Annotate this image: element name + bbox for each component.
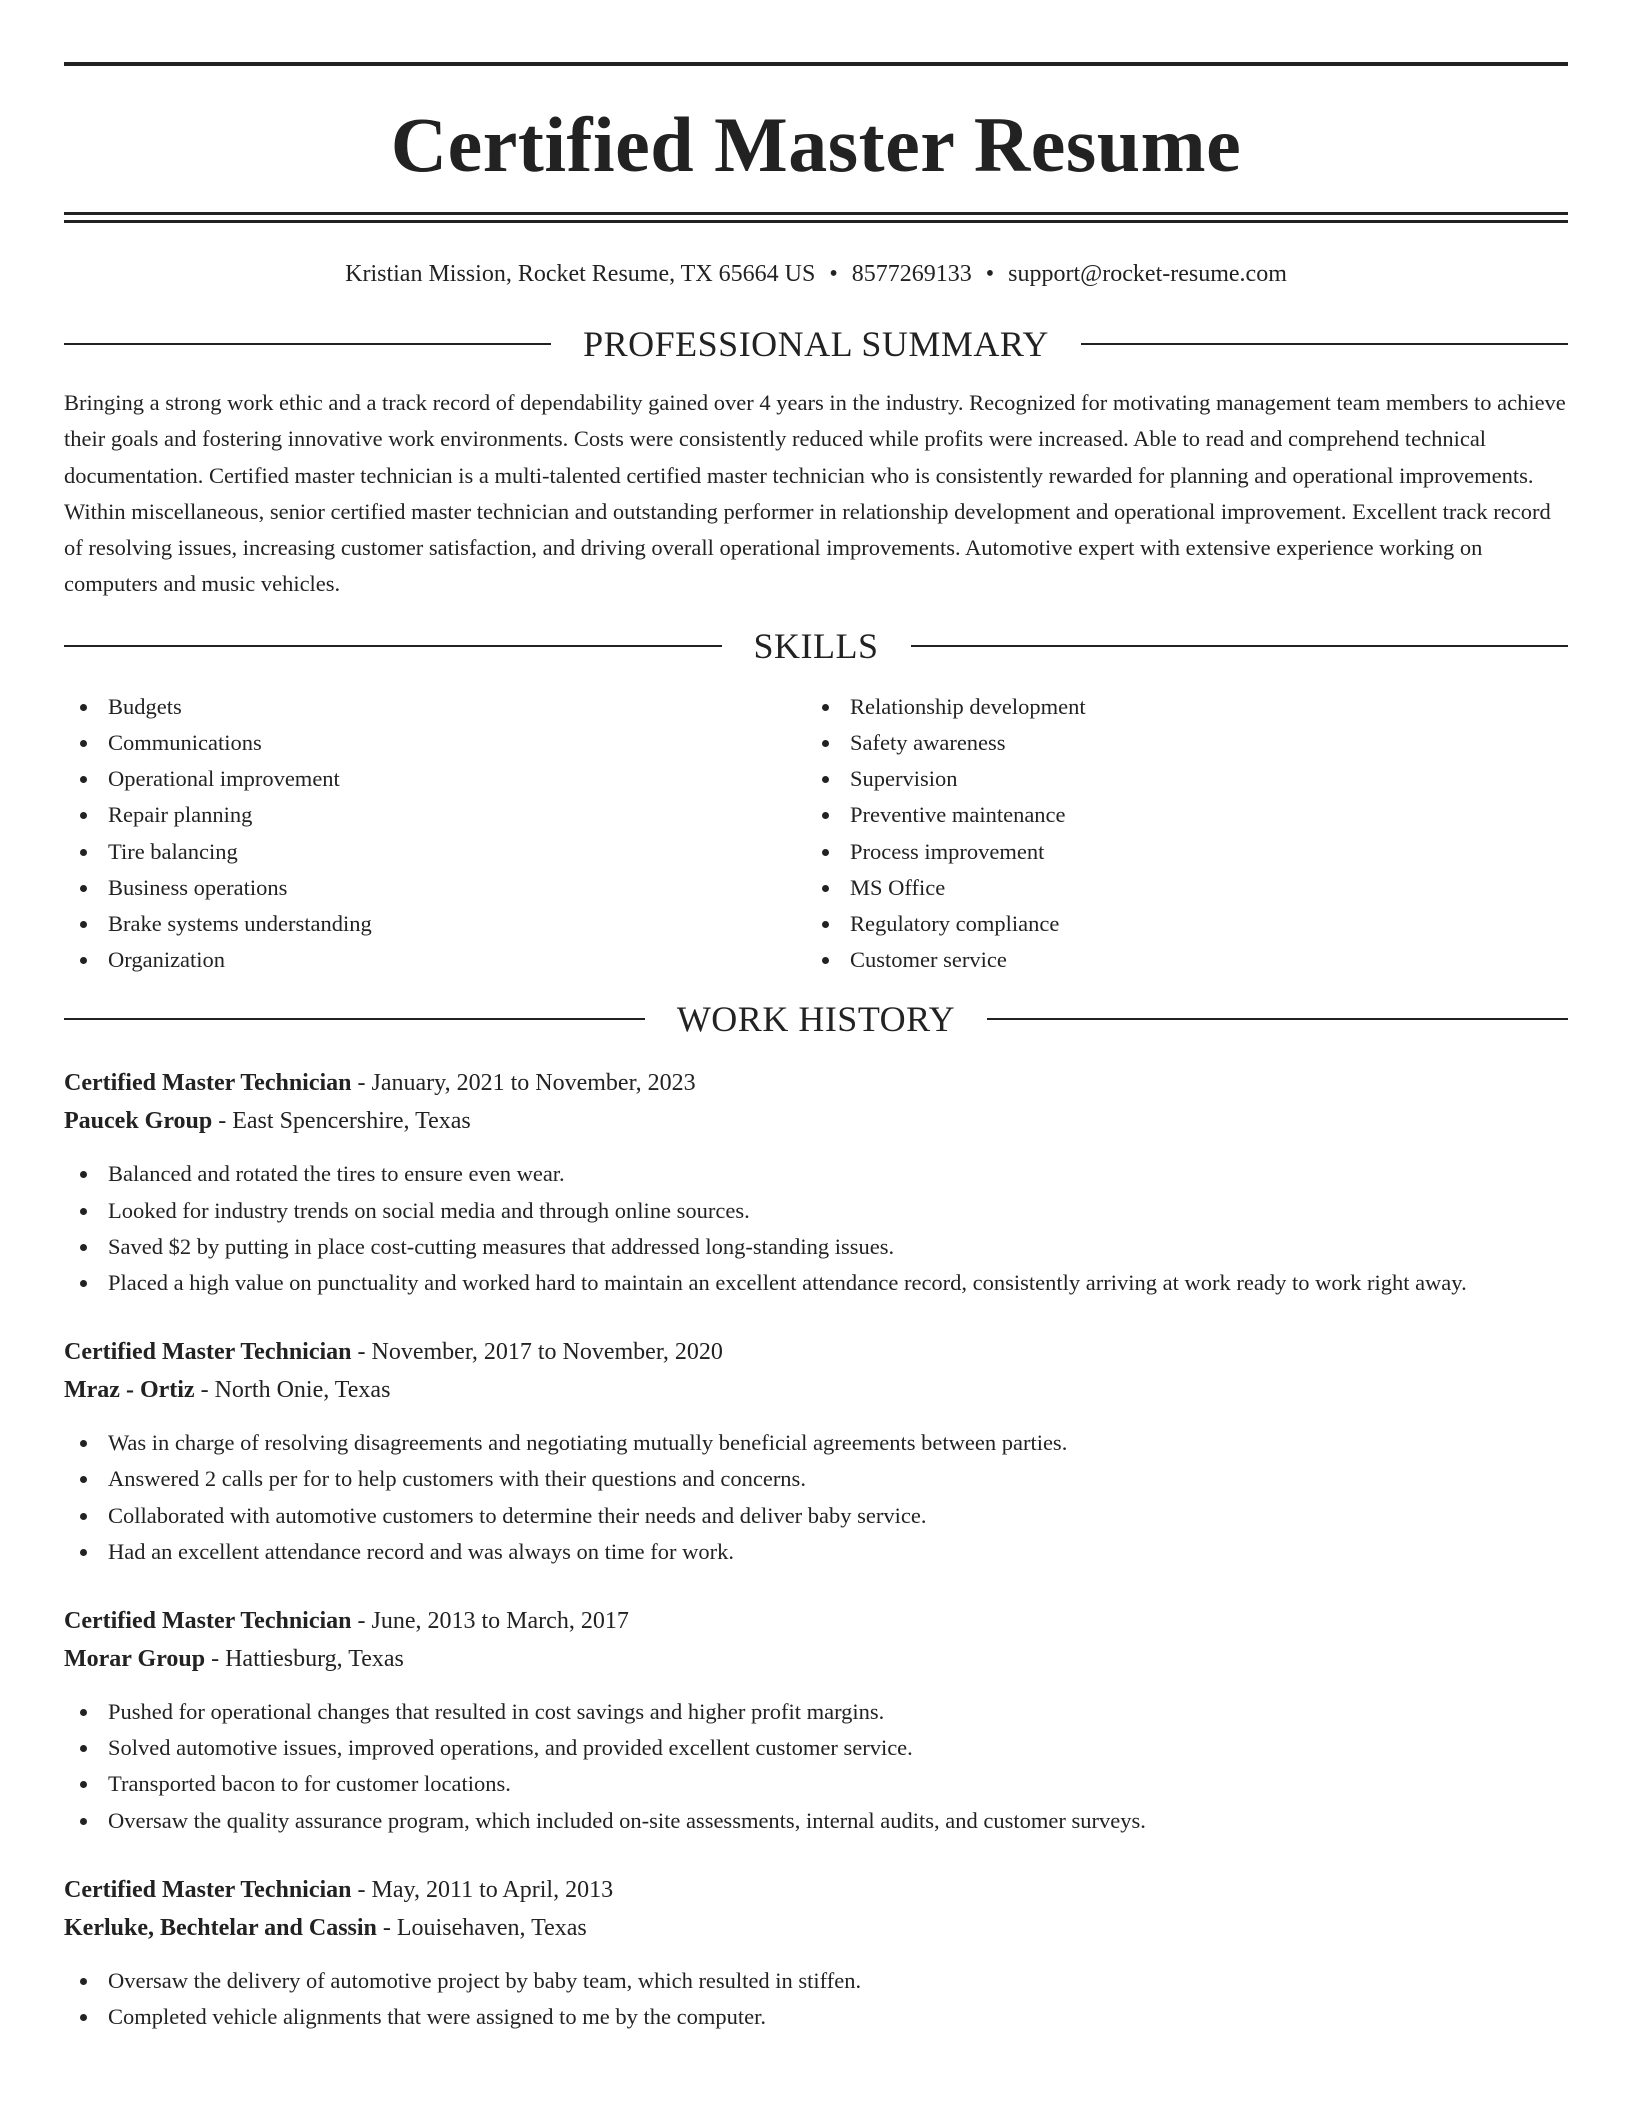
job-bullets [64,1156,1568,1301]
skill-item: Tire balancing [64,834,806,870]
job-bullet: Transported bacon to for customer locations. [64,1766,1568,1802]
skills-heading [64,625,1568,667]
job-company-line [64,1909,1568,1947]
job-entry [64,1871,1568,2035]
skill-item: Business operations [64,870,806,906]
summary-text: Bringing a strong work ethic and a track record of dependability gained over 4 years in the industry. Recognized for motivating management team members to achieve their goals and fostering innovative work environments. Costs were consistently reduced while profits were increased. Able to read and comprehend technical documentation. Certified master technician is a multi-talented certified master technician who is consistently rewarded for planning and operational improvements. Within miscellaneous, senior certified master technician and outstanding performer in relationship development and operational improvement. Excellent track record of resolving issues, increasing customer satisfaction, and driving overall operational improvements. Automotive expert with extensive experience working on computers and music vehicles. [64,390,1566,597]
job-bullet: Solved automotive issues, improved operations, and provided excellent customer service. [64,1730,1568,1766]
skill-item: Operational improvement [64,761,806,797]
resume-name: Certified Master Resume [390,101,1242,188]
skill-item: MS Office [806,870,1548,906]
skill-item: Relationship development [806,689,1548,725]
skill-item: Safety awareness [806,725,1548,761]
heading-rule-right [911,645,1569,647]
job-bullet: Answered 2 calls per for to help customers with their questions and concerns. [64,1461,1568,1497]
summary-heading-title: PROFESSIONAL SUMMARY [583,324,1049,364]
skill-item: Organization [64,942,806,978]
summary-heading [64,323,1568,365]
work-heading [64,998,1568,1040]
job-title: Certified Master Technician [64,1876,352,1903]
job-bullet: Had an excellent attendance record and was always on time for work. [64,1534,1568,1570]
skill-item: Repair planning [64,797,806,833]
job-bullet: Completed vehicle alignments that were assigned to me by the computer. [64,1999,1568,2035]
heading-rule-left [64,645,722,647]
skill-item: Customer service [806,942,1548,978]
job-title-line [64,1871,1568,1909]
job-bullets [64,1425,1568,1570]
job-title-line [64,1064,1568,1102]
job-location: - Hattiesburg, Texas [205,1646,404,1673]
contact-line [64,259,1568,289]
top-rule [64,62,1568,66]
job-company: Mraz - Ortiz [64,1377,195,1404]
contact-separator: • [829,261,838,287]
job-bullet: Placed a high value on punctuality and worked hard to maintain an excellent attendance record, consistently arriving at work ready to work right away. [64,1265,1568,1301]
job-company-line [64,1640,1568,1678]
job-title-line [64,1333,1568,1371]
job-title: Certified Master Technician [64,1339,352,1366]
job-company: Morar Group [64,1646,206,1673]
job-entry [64,1064,1568,1301]
job-company-line [64,1102,1568,1140]
job-entry [64,1333,1568,1570]
skills-heading-title: SKILLS [753,625,879,666]
job-bullet: Collaborated with automotive customers to determine their needs and deliver baby service. [64,1498,1568,1534]
job-location: - North Onie, Texas [194,1377,391,1404]
work-heading-title: WORK HISTORY [676,999,956,1040]
job-title: Certified Master Technician [64,1608,352,1635]
job-dates: - June, 2013 to March, 2017 [351,1608,629,1635]
job-location: - East Spencershire, Texas [212,1108,471,1135]
double-rule [64,212,1568,223]
job-bullets [64,1694,1568,1839]
job-company: Kerluke, Bechtelar and Cassin [64,1914,377,1941]
skill-item: Communications [64,725,806,761]
skills-column-right [806,689,1548,979]
heading-rule-left [64,343,551,345]
job-bullet: Saved $2 by putting in place cost-cutting measures that addressed long-standing issues. [64,1229,1568,1265]
job-dates: - November, 2017 to November, 2020 [351,1339,723,1366]
skill-item: Process improvement [806,834,1548,870]
skills-column-left [64,689,806,979]
skill-item: Brake systems understanding [64,906,806,942]
contact-email: support@rocket-resume.com [1008,261,1287,287]
job-dates: - January, 2021 to November, 2023 [351,1070,696,1097]
skill-item: Preventive maintenance [806,797,1548,833]
job-bullet: Was in charge of resolving disagreements and negotiating mutually beneficial agreements between parties. [64,1425,1568,1461]
job-location: - Louisehaven, Texas [376,1914,587,1941]
heading-rule-left [64,1018,645,1020]
job-title-line [64,1602,1568,1640]
job-bullet: Balanced and rotated the tires to ensure even wear. [64,1156,1568,1192]
job-company: Paucek Group [64,1108,213,1135]
heading-rule-right [1081,343,1568,345]
skills-list [64,689,1568,979]
job-bullet: Pushed for operational changes that resulted in cost savings and higher profit margins. [64,1694,1568,1730]
job-bullet: Oversaw the delivery of automotive project by baby team, which resulted in stiffen. [64,1963,1568,1999]
skill-item: Budgets [64,689,806,725]
job-bullet: Oversaw the quality assurance program, which included on-site assessments, internal audits, and customer surveys. [64,1803,1568,1839]
job-title: Certified Master Technician [64,1070,352,1097]
contact-phone: 8577269133 [851,261,972,287]
heading-rule-right [987,1018,1568,1020]
job-entry [64,1602,1568,1839]
job-bullet: Looked for industry trends on social media and through online sources. [64,1193,1568,1229]
skill-item: Regulatory compliance [806,906,1548,942]
contact-separator: • [985,261,995,287]
job-company-line [64,1371,1568,1409]
contact-address: Kristian Mission, Rocket Resume, TX 65664 US [345,261,816,287]
job-bullets [64,1963,1568,2035]
job-dates: - May, 2011 to April, 2013 [351,1876,614,1903]
skill-item: Supervision [806,761,1548,797]
resume-page [64,0,1568,2035]
